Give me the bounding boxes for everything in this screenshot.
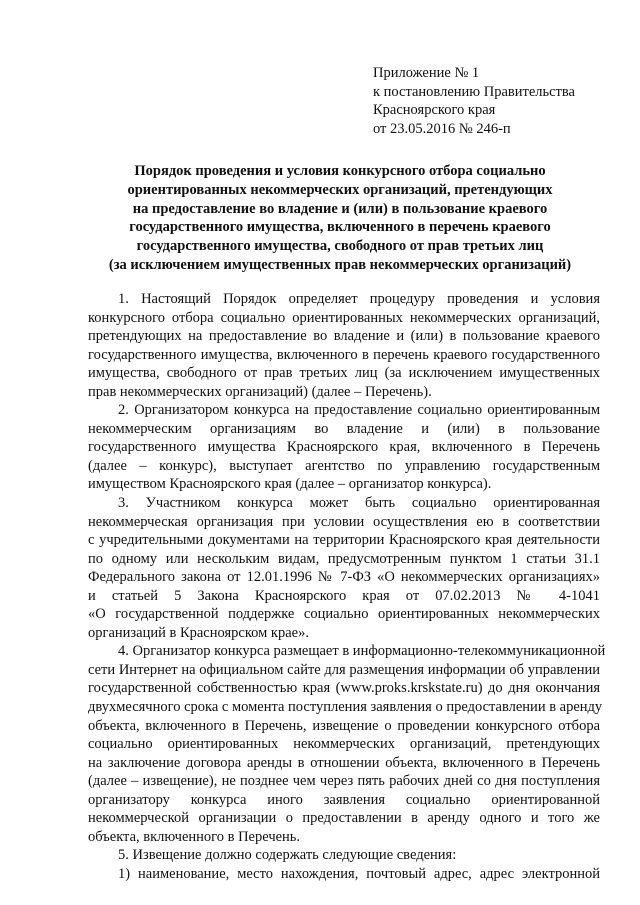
paragraph-line: 1) наименование, место нахождения, почтовый адрес, адрес электронной [118,865,600,882]
appendix-line: Приложение № 1 [373,65,480,81]
paragraph-line: и статьей 5 Закона Красноярского края от 07.02.2013 № 4-1041 [88,587,600,604]
title-line: ориентированных некоммерческих организаций, претендующих [127,181,553,198]
paragraph-line: двухмесячного срока с момента поступления заявления о предоставлении в аренду [88,699,603,716]
paragraph [88,494,600,642]
paragraph-line: некоммерческим организациям во владение и (или) в пользование [88,420,600,437]
paragraph-line: государственного имущества Красноярского края, включенного в Перечень [88,439,600,456]
paragraph-line: 3. Участником конкурса может быть социально ориентированная [118,495,600,512]
paragraph-line: (далее – конкурс), выступает агентство по управлению государственным [88,457,600,474]
paragraph-line: претендующих на предоставление во владение и (или) в пользование краевого [88,328,600,345]
paragraph-line: некоммерческой организации о предоставлении в аренду одного и того же [88,810,600,827]
appendix-line: к постановлению Правительства [373,83,575,100]
paragraph-line: государственного имущества, включенного в перечень краевого государственного [88,346,600,363]
paragraph [88,846,600,865]
paragraph-line: по одному или нескольким видам, предусмотренным пунктом 1 статьи 31.1 [88,550,600,567]
appendix-header [373,64,613,138]
paragraph-line: конкурсного отбора социально ориентированных некоммерческих организаций, [88,309,600,326]
paragraph-line: государственной собственностью края (www.proks.krskstate.ru) до дня окончания [88,680,600,697]
paragraph-line: организатору конкурса иного заявления социально ориентированной [88,791,600,808]
paragraph-line: некоммерческая организация при условии осуществления ею в соответствии [88,513,600,530]
paragraph-line: объекта, включенного в Перечень. [88,828,301,845]
document-body [88,290,606,884]
paragraph-line: 1. Настоящий Порядок определяет процедуру проведения и условия [118,291,600,307]
title-line: государственного имущества, включенного в перечень краевого [129,219,551,236]
appendix-line: от 23.05.2016 № 246-п [373,120,511,137]
paragraph-line: социально ориентированных некоммерческих организаций, претендующих [88,736,600,753]
paragraph-line: прав некоммерческих организаций) (далее – Перечень). [88,383,432,400]
paragraph-line: (далее – извещение), не позднее чем через пять рабочих дней со дня поступления [88,773,600,790]
paragraph-line: 2. Организатором конкурса на предоставление социально ориентированным [118,402,600,419]
paragraph-line: 4. Организатор конкурса размещает в информационно-телекоммуникационной [118,643,606,660]
paragraph-line: Федерального закона от 12.01.1996 № 7-ФЗ «О некоммерческих организациях» [88,569,600,586]
paragraph-line: сети Интернет на официальном сайте для размещения информации об управлении [88,661,600,678]
document-title [60,162,620,275]
title-line: на предоставление во владение и (или) в пользование краевого [132,200,548,217]
paragraph-line: имуществом Красноярского края (далее – организатор конкурса). [88,476,492,493]
appendix-line: Красноярского края [373,102,496,118]
paragraph-line: с учредительными документами на территории Красноярского края деятельности [88,532,600,549]
paragraph-line: «О государственной поддержке социально ориентированных некоммерческих [88,606,600,623]
paragraph [88,865,600,884]
title-line: государственного имущества, свободного от прав третьих лиц [136,238,544,255]
paragraph-line: имущества, свободного от прав третьих лиц (за исключением имущественных [88,365,600,382]
title-line: Порядок проведения и условия конкурсного отбора социально [134,163,546,179]
paragraph [88,642,606,846]
paragraph-line: объекта, включенного в Перечень, извещение о проведении конкурсного отбора [88,717,600,734]
paragraph-line: на заключение договора аренды в отношении объекта, включенного в Перечень [88,754,600,771]
paragraph [88,290,600,401]
title-line: (за исключением имущественных прав некоммерческих организаций) [108,256,572,273]
paragraph-line: организаций в Красноярском крае». [88,624,309,641]
paragraph-line: 5. Извещение должно содержать следующие сведения: [118,847,457,864]
paragraph [88,401,600,494]
